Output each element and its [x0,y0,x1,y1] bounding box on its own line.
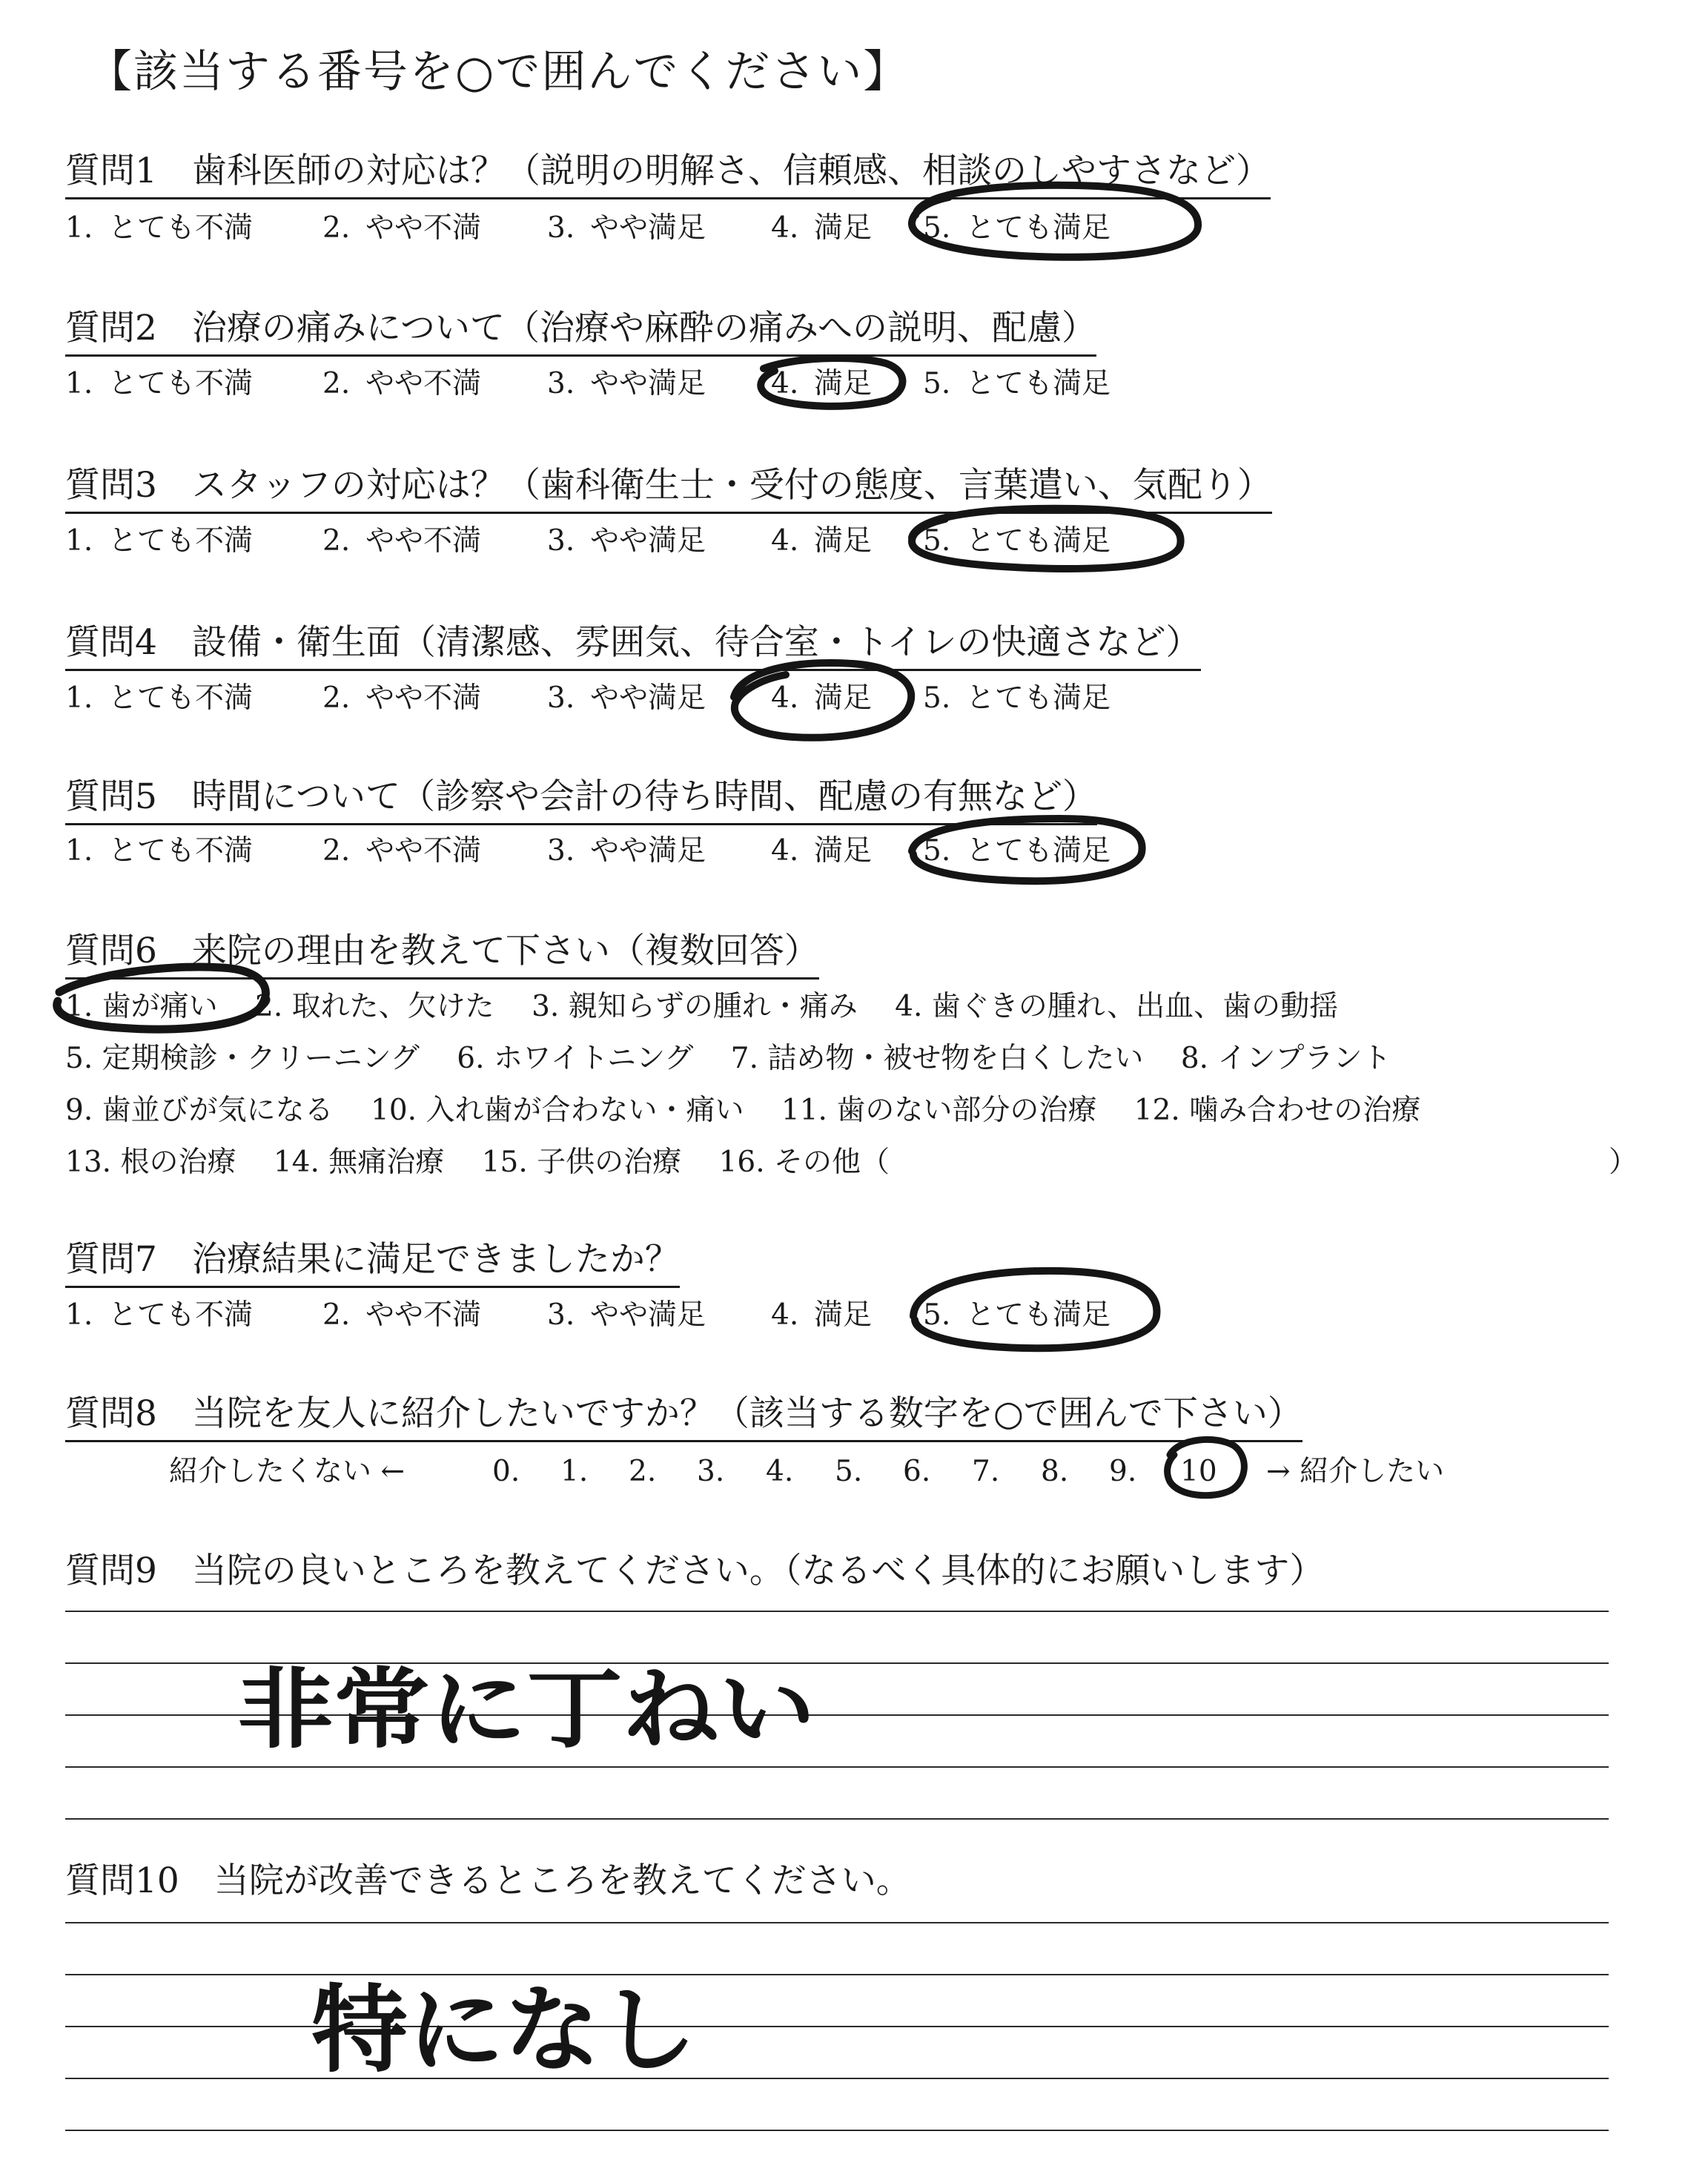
q6-option-4[interactable]: 4. 歯ぐきの腫れ、出血、歯の動揺 [895,990,1339,1023]
q8-option-8[interactable]: 8. [1041,1455,1069,1488]
q6-option-10[interactable]: 10. 入れ歯が合わない・痛い [371,1094,744,1127]
q8-right-label: → 紹介したい [1266,1455,1445,1488]
q6-option-7[interactable]: 7. 詰め物・被せ物を白くしたい [730,1042,1144,1075]
q3-option-5[interactable]: 5. とても満足 [923,524,1111,558]
q4-option-3[interactable]: 3. やや満足 [547,681,706,715]
q6-option-12[interactable]: 12. 噛み合わせの治療 [1133,1094,1421,1127]
q9-answer-line-2 [65,1662,1609,1664]
q8-option-9[interactable]: 9. [1109,1455,1137,1488]
q6-option-14[interactable]: 14. 無痛治療 [273,1146,445,1179]
q8-option-0[interactable]: 0. [492,1455,520,1488]
q7-option-3[interactable]: 3. やや満足 [547,1298,706,1332]
q1-option-4[interactable]: 4. 満足 [771,211,873,245]
q6-options-row-2 [65,1037,1419,1081]
question-4-heading: 質問4 設備・衛生面（清潔感、雰囲気、待合室・トイレの快適さなど） [65,617,1201,671]
q6-options-row-4 [65,1140,918,1185]
q8-option-6[interactable]: 6. [903,1455,931,1488]
page-title: 【該当する番号を○で囲んでください】 [87,46,910,98]
q6-option-3[interactable]: 3. 親知らずの腫れ・痛み [532,990,858,1023]
q4-option-2[interactable]: 2. やや不満 [322,681,482,715]
q8-option-1[interactable]: 1. [560,1455,589,1488]
q5-option-5[interactable]: 5. とても満足 [923,834,1111,868]
question-3-heading: 質問3 スタッフの対応は？（歯科衛生士・受付の態度、言葉遣い、気配り） [65,460,1272,514]
question-2-heading: 質問2 治療の痛みについて（治療や麻酔の痛みへの説明、配慮） [65,303,1096,357]
question-6-heading: 質問6 来院の理由を教えて下さい（複数回答） [65,925,819,980]
q6-option-16[interactable]: 16. その他（ [718,1146,890,1179]
q6-other-close-paren: ） [1609,1146,1638,1179]
q2-option-3[interactable]: 3. やや満足 [547,367,706,400]
q5-option-3[interactable]: 3. やや満足 [547,834,706,868]
q3-option-3[interactable]: 3. やや満足 [547,524,706,558]
q4-option-4[interactable]: 4. 満足 [771,681,873,715]
q8-option-10[interactable]: 10 [1180,1455,1217,1488]
q9-answer-line-4 [65,1766,1609,1768]
q3-option-2[interactable]: 2. やや不満 [322,524,482,558]
q6-option-11[interactable]: 11. 歯のない部分の治療 [781,1094,1097,1127]
q1-option-3[interactable]: 3. やや満足 [547,211,706,245]
q8-option-4[interactable]: 4. [766,1455,794,1488]
question-7-heading: 質問7 治療結果に満足できましたか？ [65,1234,680,1288]
q6-option-8[interactable]: 8. インプラント [1180,1042,1391,1075]
q5-option-1[interactable]: 1. とても不満 [65,834,254,868]
q8-option-5[interactable]: 5. [835,1455,863,1488]
q8-option-3[interactable]: 3. [697,1455,725,1488]
q10-answer-line-1 [65,1922,1609,1923]
q6-option-1[interactable]: 1. 歯が痛い [65,990,218,1023]
q1-option-2[interactable]: 2. やや不満 [322,211,482,245]
q1-option-1[interactable]: 1. とても不満 [65,211,254,245]
question-10-heading: 質問10 当院が改善できるところを教えてください。 [65,1860,911,1901]
question-5-heading: 質問5 時間について（診察や会計の待ち時間、配慮の有無など） [65,771,1097,825]
q10-answer-line-4 [65,2078,1609,2079]
q9-answer-line-1 [65,1611,1609,1612]
q2-option-2[interactable]: 2. やや不満 [322,367,482,400]
q7-option-5[interactable]: 5. とても満足 [923,1298,1111,1332]
q6-option-2[interactable]: 2. 取れた、欠けた [255,990,494,1023]
question-8-heading: 質問8 当院を友人に紹介したいですか？（該当する数字を○で囲んで下さい） [65,1388,1302,1442]
q2-option-1[interactable]: 1. とても不満 [65,367,254,400]
q10-handwritten-answer: 特になし [311,1975,697,2086]
q8-option-2[interactable]: 2. [629,1455,657,1488]
q6-option-9[interactable]: 9. 歯並びが気になる [65,1094,334,1127]
q6-option-15[interactable]: 15. 子供の治療 [481,1146,682,1179]
q5-option-2[interactable]: 2. やや不満 [322,834,482,868]
q8-left-label: 紹介したくない ← [169,1455,406,1488]
q6-options-row-1 [65,985,1366,1029]
q4-option-1[interactable]: 1. とても不満 [65,681,254,715]
q5-option-4[interactable]: 4. 満足 [771,834,873,868]
q10-answer-line-3 [65,2026,1609,2027]
q9-answer-line-3 [65,1714,1609,1716]
q7-option-1[interactable]: 1. とても不満 [65,1298,254,1332]
q3-option-4[interactable]: 4. 満足 [771,524,873,558]
q10-answer-line-5 [65,2130,1609,2131]
q7-option-4[interactable]: 4. 満足 [771,1298,873,1332]
question-1-heading: 質問1 歯科医師の対応は？（説明の明解さ、信頼感、相談のしやすさなど） [65,145,1271,199]
question-9-heading: 質問9 当院の良いところを教えてください。（なるべく具体的にお願いします） [65,1550,1325,1591]
q2-option-4[interactable]: 4. 満足 [771,367,873,400]
q9-handwritten-answer: 非常に丁ねい [237,1658,815,1760]
q10-answer-line-2 [65,1974,1609,1975]
q6-option-6[interactable]: 6. ホワイトニング [457,1042,694,1075]
q6-options-row-3 [65,1089,1449,1133]
q4-option-5[interactable]: 5. とても満足 [923,681,1111,715]
q6-option-13[interactable]: 13. 根の治療 [65,1146,236,1179]
q3-option-1[interactable]: 1. とても不満 [65,524,254,558]
q1-option-5[interactable]: 5. とても満足 [923,211,1111,245]
q9-answer-line-5 [65,1818,1609,1820]
q7-option-2[interactable]: 2. やや不満 [322,1298,482,1332]
q6-option-5[interactable]: 5. 定期検診・クリーニング [65,1042,420,1075]
q2-option-5[interactable]: 5. とても満足 [923,367,1111,400]
q8-option-7[interactable]: 7. [972,1455,1000,1488]
